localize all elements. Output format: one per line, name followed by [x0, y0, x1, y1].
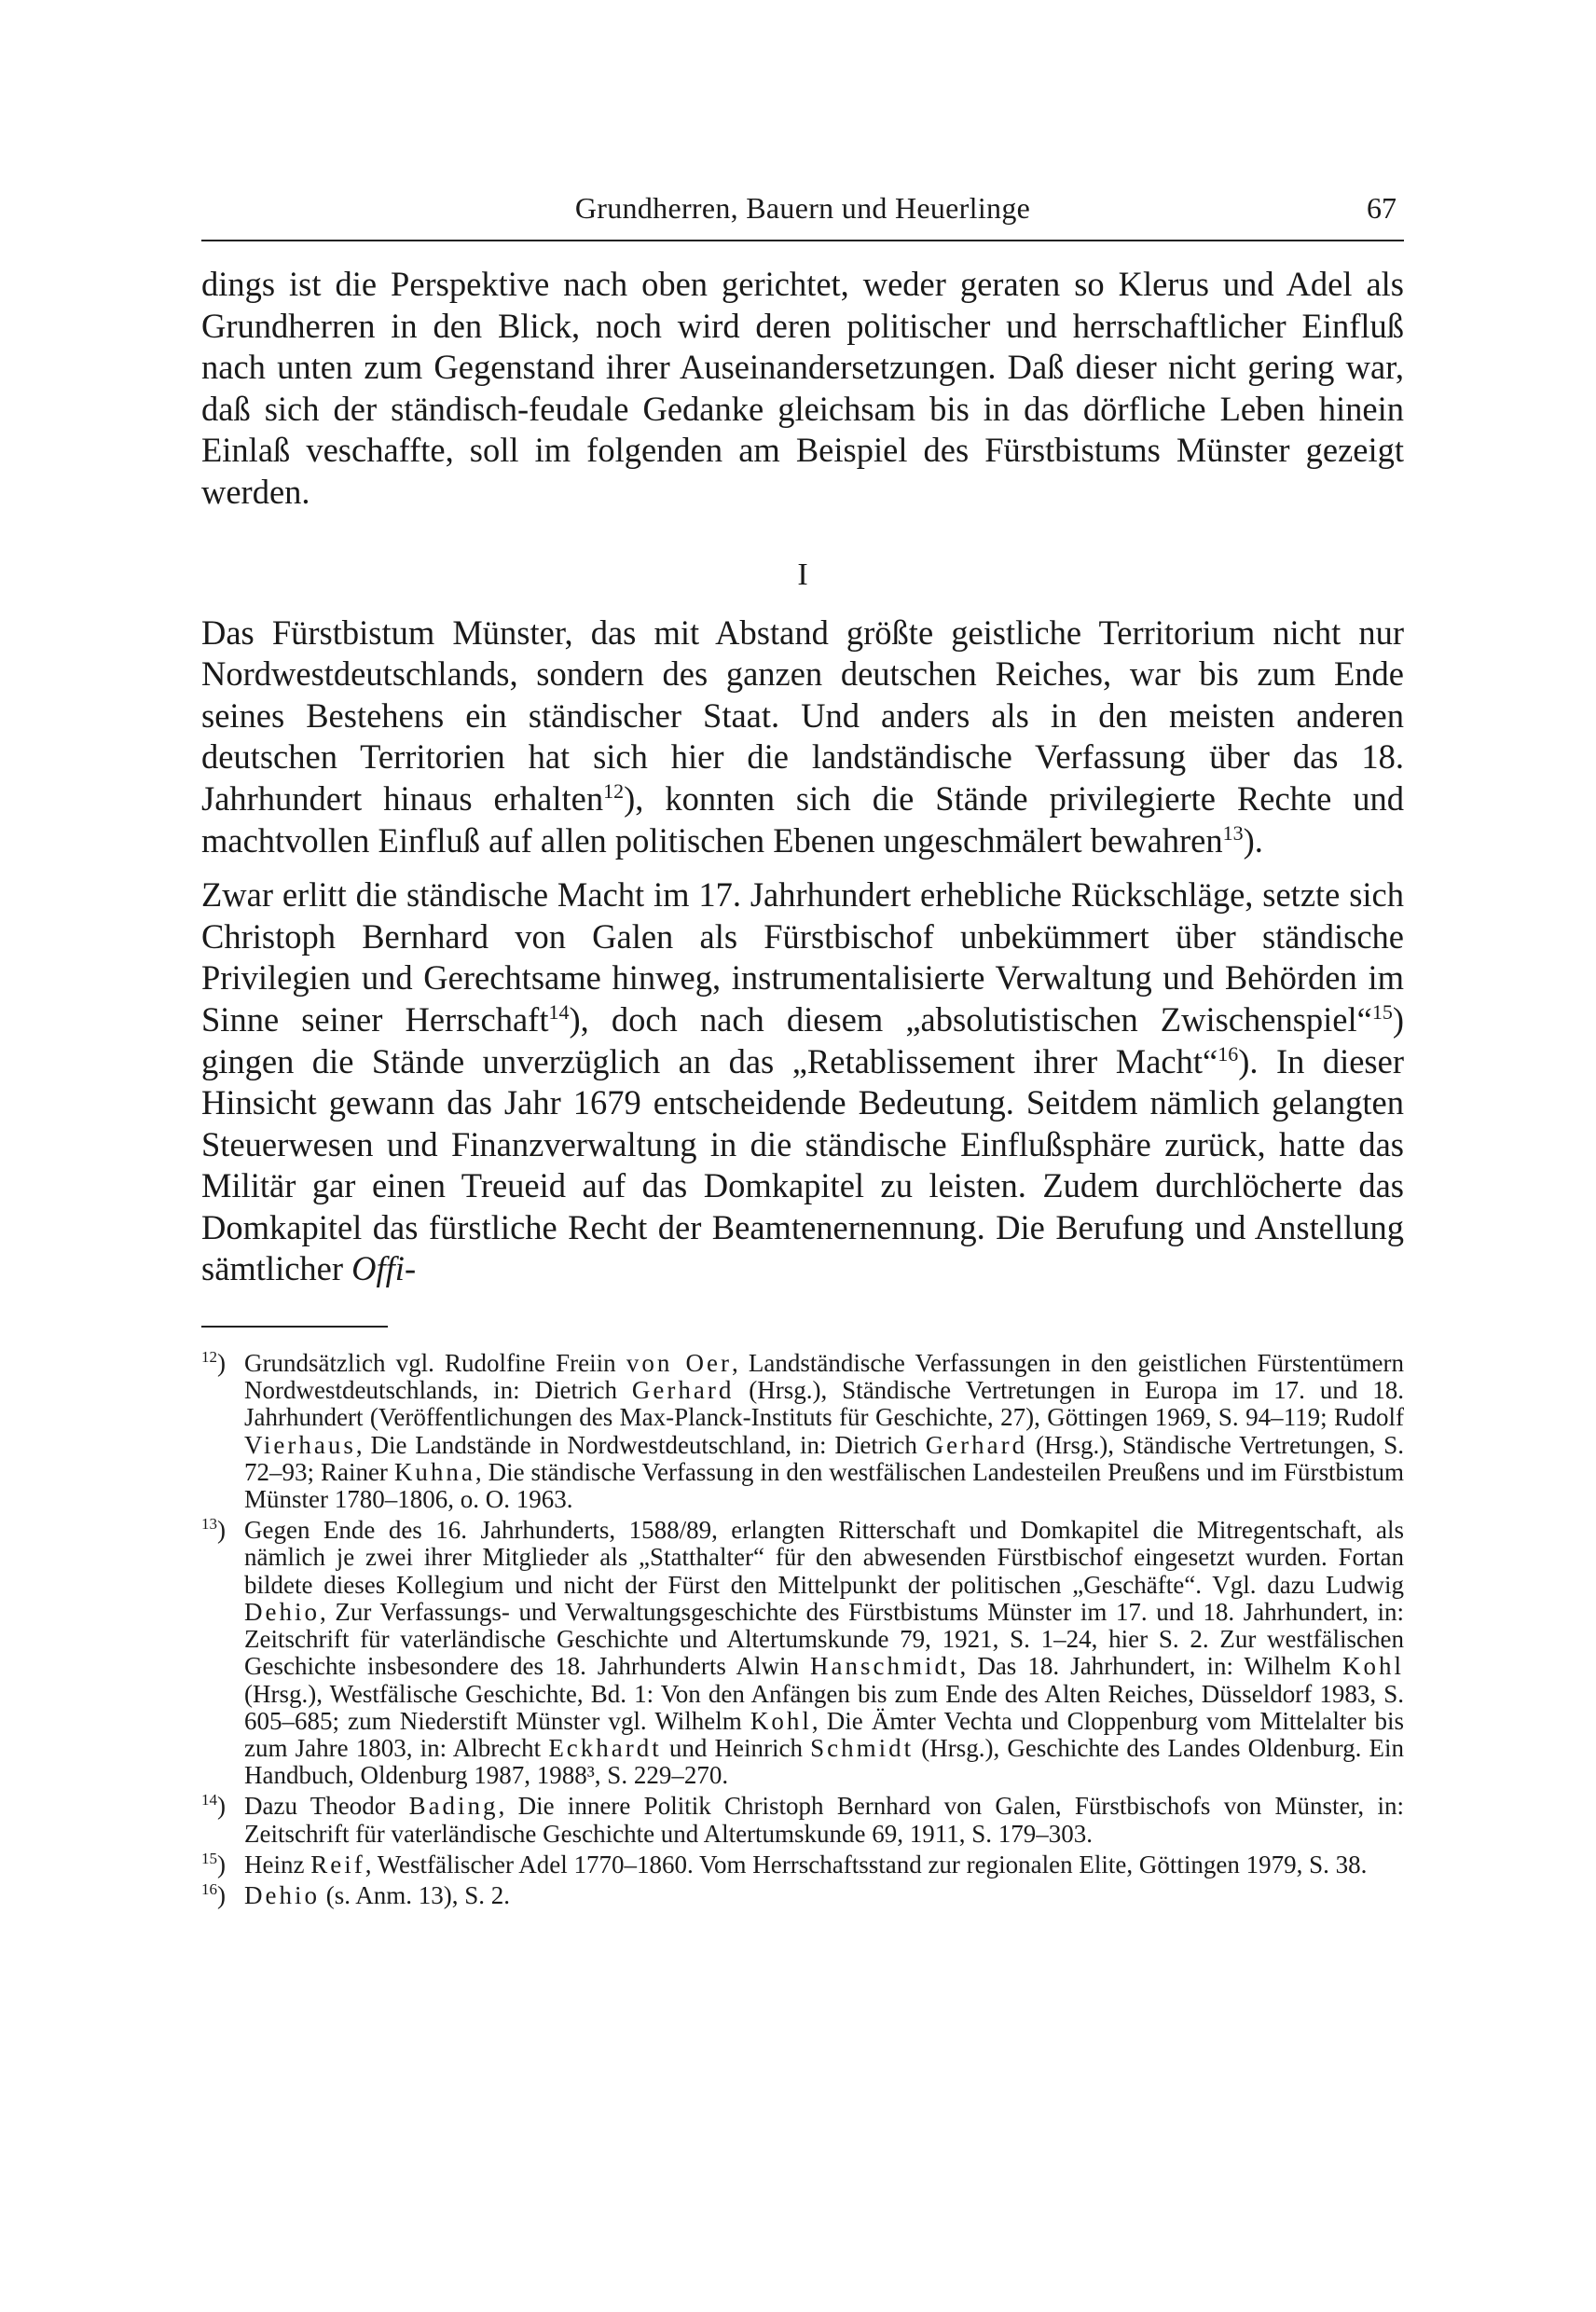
footnotes: [201, 1350, 1404, 1909]
author-name: Reif: [310, 1850, 365, 1878]
footnote-text: Heinz Reif, Westfälischer Adel 1770–1860. Vom Herrschaftsstand zur regionalen Elite, Göttingen 1979, S. 38.: [244, 1850, 1368, 1878]
author-name: Vierhaus: [244, 1430, 356, 1459]
text-run: ), konnten sich die Stände privilegierte Rechte und machtvollen Einfluß auf allen politischen Ebenen ungeschmälert bewahren: [201, 778, 1405, 860]
section-numeral: I: [797, 557, 808, 592]
author-name: Gerhard: [925, 1430, 1028, 1459]
paragraph-intro: dings ist die Perspektive nach oben gerichtet, weder geraten so Klerus und Adel als Grundherren in den Blick, noch wird deren politischer und herrschaftlicher Einfluß nach unten zum Gegenstand ihrer Auseinandersetzungen. Daß dieser nicht gering war, daß sich der ständisch-feudale Gedanke gleichsam bis in das dörfliche Leben hinein Einlaß veschaffte, soll im folgenden am Beispiel des Fürstbistums Münster gezeigt werden.: [201, 265, 1404, 511]
text-run: ). In dieser Hinsicht gewann das Jahr 1679 entscheidende Bedeutung. Seitdem nämlich gelangten Steuerwesen und Finanzverwaltung in die ständische Einflußsphäre zurück, hatte das Militär gar einen Treueid auf das Domkapitel zu leisten. Zudem durchlöcherte das Domkapitel das fürstliche Recht der Beamtenernennung. Die Berufung und Anstellung sämtlicher: [201, 1041, 1404, 1288]
book-page: [201, 191, 1404, 1913]
footnote-marker: $^{14}$): [201, 1791, 226, 1821]
footnote-15: [201, 1851, 1404, 1878]
footnote-16: [201, 1879, 1404, 1909]
footnote-text: Dazu Theodor Bading, Die innere Politik Christoph Bernhard von Galen, Fürstbischofs von Münster, in: Zeitschrift für vaterländische Geschichte und Altertumskunde 69, 1911, S. 179–303.: [244, 1792, 1404, 1848]
author-name: Kuhna: [393, 1457, 475, 1486]
author-name: Kohl: [750, 1706, 812, 1735]
page-number: 67: [1367, 191, 1396, 225]
running-head: [201, 191, 1404, 238]
author-name: Eckhardt: [548, 1733, 662, 1762]
author-name: von Oer: [626, 1349, 732, 1378]
footnote-marker: $^{15}$): [201, 1849, 226, 1878]
footnote-ref-12[interactable]: 12: [603, 778, 625, 803]
author-name: Kohl: [1342, 1652, 1404, 1681]
footnote-text: Gegen Ende des 16. Jahrhunderts, 1588/89, erlangten Ritterschaft und Domkapitel die Mitregentschaft, als nämlich je zwei ihrer Mitglieder als „Statthalter“ für den abwesenden Fürstbischof eingesetzt wurden. Fortan bildete dieses Kollegium und nicht der Fürst den Mittelpunkt der politischen „Geschäfte“. Vgl. dazu Ludwig Dehio, Zur Verfassungs- und Verwaltungsgeschichte des Fürstbistums Münster im 17. und 18. Jahrhundert, in: Zeitschrift für vaterländische Geschichte und Altertumskunde 79, 1921, S. 1–24, hier S. 2. Zur westfälischen Geschichte insbesondere des 18. Jahrhunderts Alwin Hanschmidt, Das 18. Jahrhundert, in: Wilhelm Kohl (Hrsg.), Westfälische Geschichte, Bd. 1: Von den Anfängen bis zum Ende des Alten Reiches, Düsseldorf 1983, S. 605–685; zum Niederstift Münster vgl. Wilhelm Kohl, Die Ämter Vechta und Cloppenburg vom Mittelalter bis zum Jahre 1803, in: Albrecht Eckhardt und Heinrich Schmidt (Hrsg.), Geschichte des Landes Oldenburg. Ein Handbuch, Oldenburg 1987, 1988³, S. 229–270.: [244, 1516, 1404, 1790]
footnote-14: [201, 1793, 1404, 1847]
text-run: ).: [1243, 820, 1263, 860]
footnote-ref-16[interactable]: 16: [1218, 1041, 1239, 1066]
author-name: Gerhard: [631, 1376, 735, 1405]
footnote-rule: [201, 1326, 388, 1328]
footnote-text: Dehio (s. Anm. 13), S. 2.: [244, 1880, 511, 1909]
author-name: Bading: [408, 1792, 499, 1821]
footnote-marker: $^{12}$): [201, 1348, 226, 1378]
text-run: ) gingen die Stände unverzüglich an das „Retablissement ihrer Macht“: [201, 999, 1404, 1080]
author-name: Hanschmidt: [810, 1652, 960, 1681]
running-title: Grundherren, Bauern und Heuerlinge: [574, 191, 1031, 225]
footnote-ref-14[interactable]: 14: [548, 999, 570, 1024]
text-run: Das Fürstbistum Münster, das mit Abstand größte geistliche Territorium nicht nur Nordwestdeutschlands, sondern des ganzen deutschen Reiches, war bis zum Ende seines Bestehens ein ständischer Staat. Und anders als in den meisten anderen deutschen Territorien hat sich hier die landständische Verfassung über das 18. Jahrhundert hinaus erhalten: [201, 612, 1404, 818]
footnote-marker: $^{16}$): [201, 1879, 226, 1909]
header-rule: [201, 240, 1404, 241]
text-run: ), doch nach diesem „absolutistischen Zwischenspiel“: [569, 999, 1372, 1039]
footnote-marker: $^{13}$): [201, 1515, 226, 1545]
footnote-text: Grundsätzlich vgl. Rudolfine Freiin von Oer, Landständische Verfassungen in den geistlichen Fürstentümern Nordwestdeutschlands, in: Dietrich Gerhard (Hrsg.), Ständische Vertretungen in Europa im 17. und 18. Jahrhundert (Veröffentlichungen des Max-Planck-Instituts für Geschichte, 27), Göttingen 1969, S. 94–119; Rudolf Vierhaus, Die Landstände in Nordwestdeutschland, in: Dietrich Gerhard (Hrsg.), Ständische Vertretungen, S. 72–93; Rainer Kuhna, Die ständische Verfassung in den westfälischen Landesteilen Preußens und im Fürstbistum Münster 1780–1806, o. O. 1963.: [244, 1349, 1405, 1514]
italic-text-run: Offi-: [351, 1249, 417, 1288]
paragraph-fuerstbistum: [201, 612, 1404, 862]
footnote-ref-13[interactable]: 13: [1222, 820, 1244, 845]
paragraph-staendische-macht: [201, 874, 1404, 1290]
author-name: Dehio: [244, 1880, 320, 1909]
footnote-13: [201, 1517, 1404, 1789]
footnote-12: [201, 1350, 1404, 1513]
footnote-ref-15[interactable]: 15: [1371, 999, 1393, 1024]
author-name: Schmidt: [810, 1733, 915, 1762]
text-run: Zwar erlitt die ständische Macht im 17. Jahrhundert erhebliche Rückschläge, setzte sich Christoph Bernhard von Galen als Fürstbischof unbekümmert über ständische Privilegien und Gerechtsame hinweg, instrumentalisierte Verwaltung und Behörden im Sinne seiner Herrschaft: [201, 875, 1404, 1039]
author-name: Dehio: [244, 1597, 320, 1626]
